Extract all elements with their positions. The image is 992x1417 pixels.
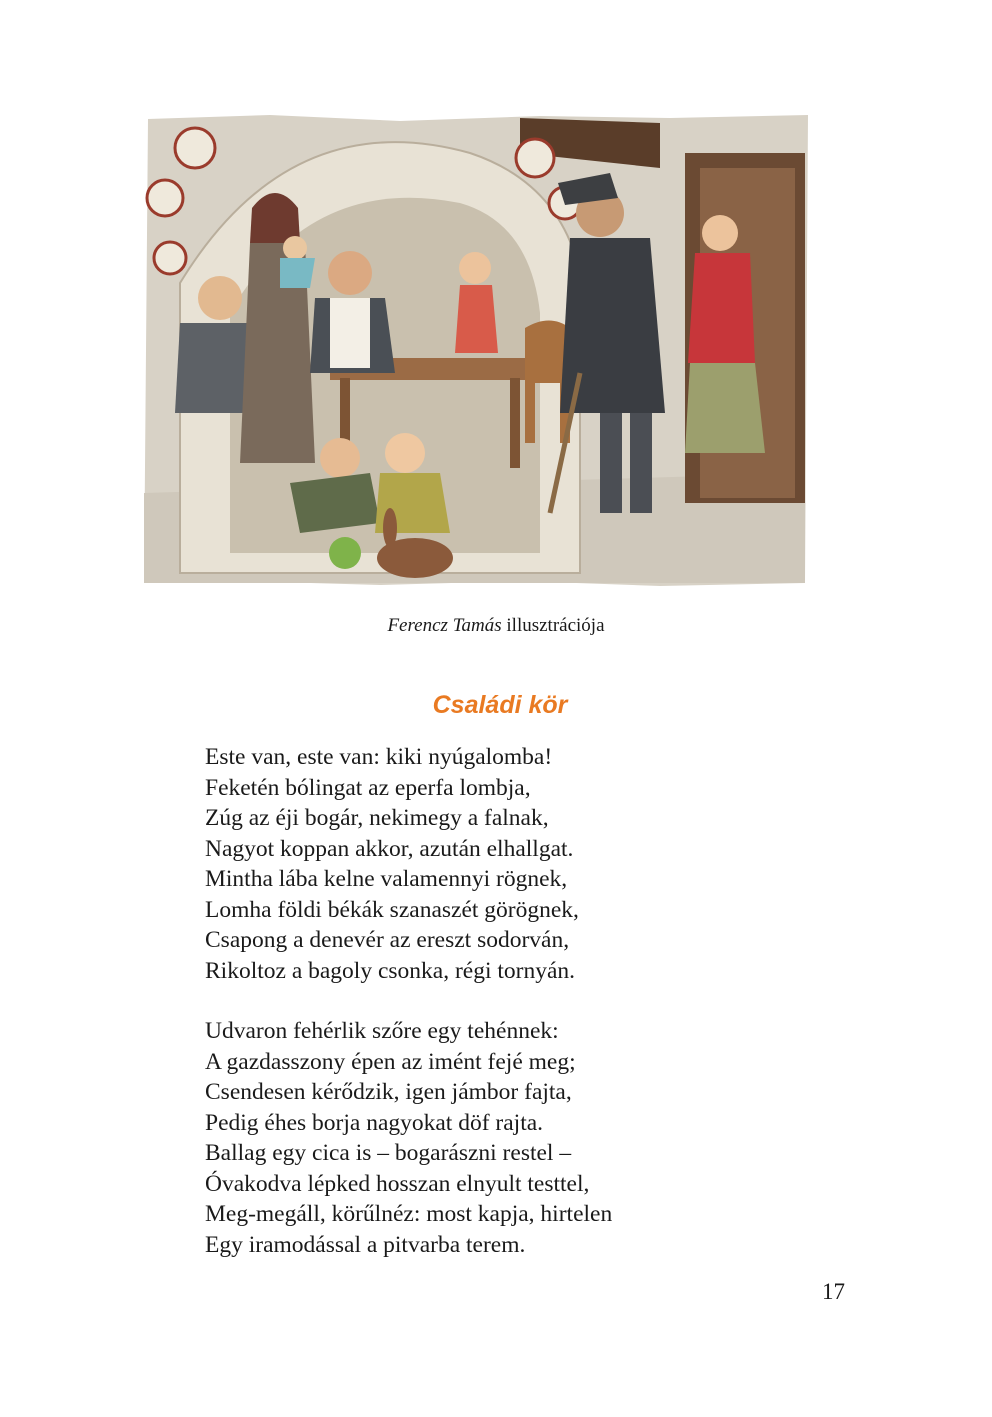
poem-line: Meg-megáll, körűlnéz: most kapja, hirtelen — [205, 1201, 613, 1227]
poem-line: Csendesen kérődzik, igen jámbor fajta, — [205, 1079, 572, 1105]
caption-author: Ferencz Tamás — [387, 615, 502, 636]
poem-line: Lomha földi békák szanaszét görögnek, — [205, 896, 579, 923]
poem-line: Csapong a denevér az ereszt sodorván, — [205, 927, 570, 953]
poem-line: Óvakodva lépked hosszan elnyult testtel, — [205, 1170, 590, 1197]
poem-line: Udvaron fehérlik szőre egy tehénnek: — [205, 1018, 559, 1044]
poem-line: Nagyot koppan akkor, azután elhallgat. — [205, 835, 574, 862]
family-scene-illustration — [140, 113, 810, 588]
poem-line: Mintha lába kelne valamennyi rögnek, — [205, 866, 568, 892]
poem-title: Családi kör — [432, 691, 568, 719]
poem-line: Rikoltoz a bagoly csonka, régi tornyán. — [205, 957, 576, 984]
poem-line: Este van, este van: kiki nyúgalomba! — [205, 744, 553, 770]
poem-stanza — [205, 1016, 825, 1260]
poem-line: Feketén bólingat az eperfa lombja, — [205, 774, 531, 801]
poem-line: Pedig éhes borja nagyokat döf rajta. — [205, 1109, 544, 1136]
poem-line: A gazdasszony épen az imént fejé meg; — [205, 1048, 576, 1075]
poem-line: Egy iramodással a pitvarba terem. — [205, 1231, 526, 1258]
poem-stanza — [205, 742, 825, 986]
illustration-caption — [0, 614, 992, 638]
page-number: 17 — [822, 1279, 845, 1304]
caption-suffix: illusztrációja — [501, 615, 605, 636]
poem-line: Ballag egy cica is – bogarászni restel – — [205, 1140, 572, 1166]
poem-line: Zúg az éji bogár, nekimegy a falnak, — [205, 805, 549, 831]
